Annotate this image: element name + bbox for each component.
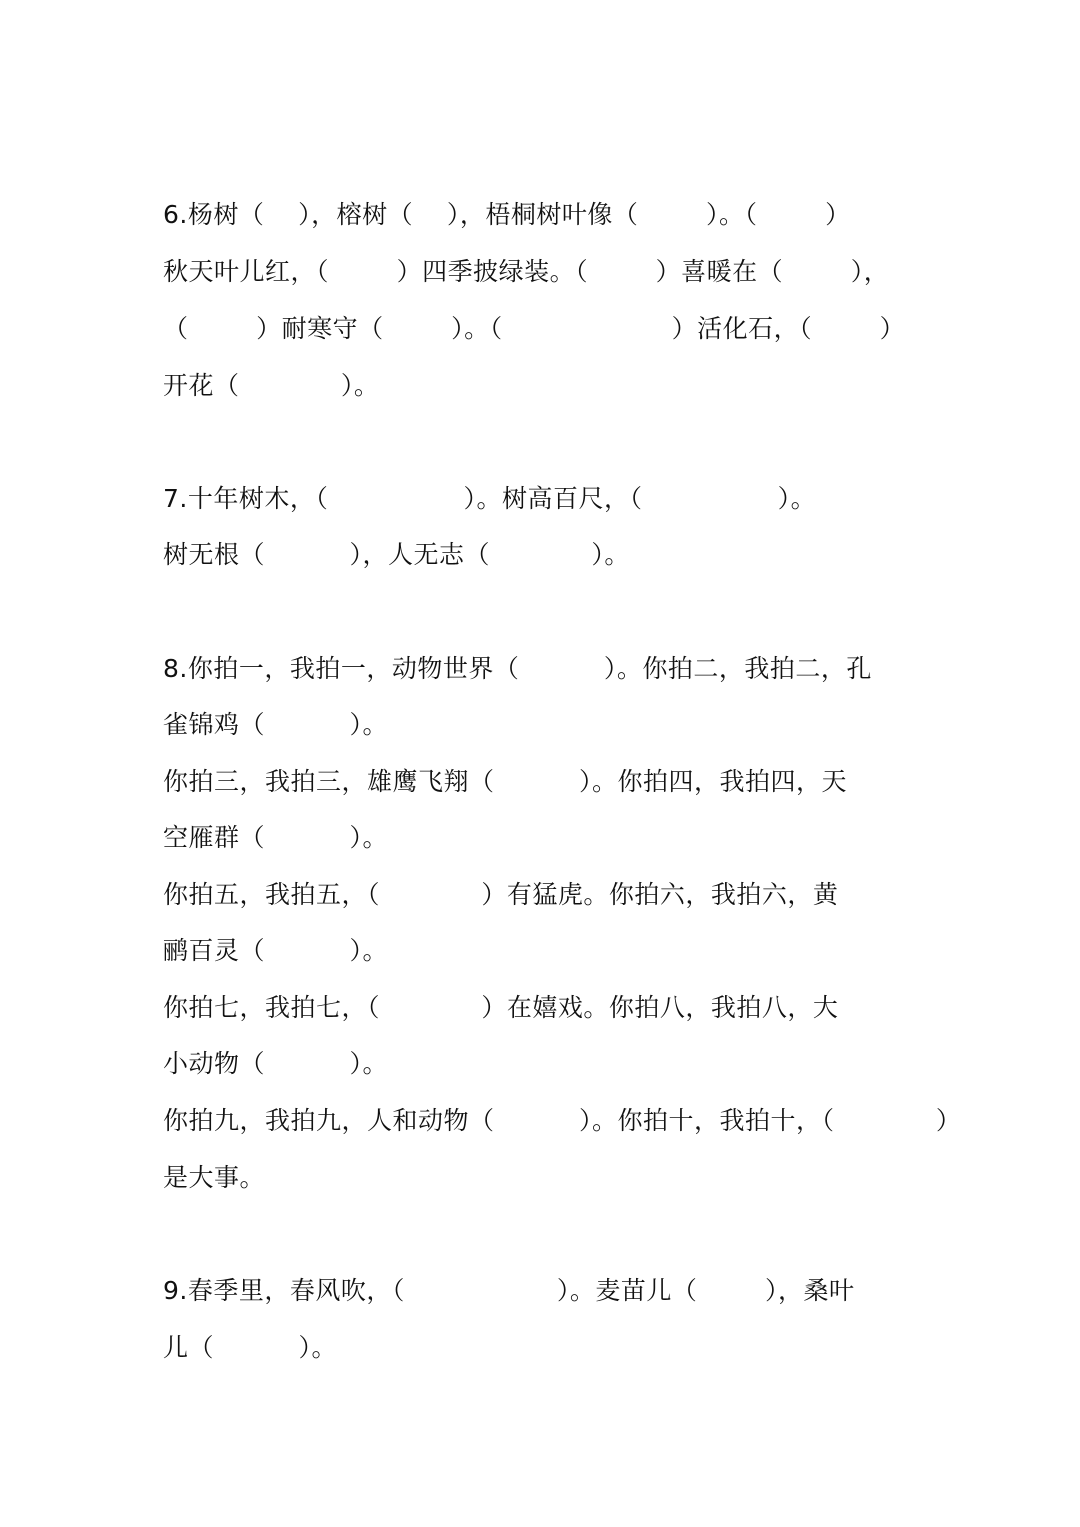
question-line: 6.杨树（ ），榕树（ ），梧桐树叶像（ ）。（ ）	[163, 200, 851, 229]
question-line: 是大事。	[163, 1163, 266, 1192]
question-line: 你拍七，我拍七，（ ）在嬉戏。你拍八，我拍八，大	[163, 993, 839, 1022]
question-line: 8.你拍一，我拍一，动物世界（ ）。你拍二，我拍二，孔	[163, 654, 872, 683]
question-line: 小动物（ ）。	[163, 1049, 388, 1078]
question-line: 开花（ ）。	[163, 371, 380, 400]
question-line: 你拍三，我拍三，雄鹰飞翔（ ）。你拍四，我拍四，天	[163, 767, 847, 796]
question-line: 鹂百灵（ ）。	[163, 936, 388, 965]
question-line: 9.春季里，春风吹，（ ）。麦苗儿（ ），桑叶	[163, 1276, 855, 1305]
question-line: 空雁群（ ）。	[163, 823, 388, 852]
question-line: （ ）耐寒守（ ）。（ ）活化石，（ ）	[163, 314, 906, 343]
question-line: 树无根（ ），人无志（ ）。	[163, 540, 630, 569]
question-line: 儿（ ）。	[163, 1333, 337, 1362]
question-line: 你拍五，我拍五，（ ）有猛虎。你拍六，我拍六，黄	[163, 880, 839, 909]
question-line: 雀锦鸡（ ）。	[163, 710, 388, 739]
question-line: 你拍九，我拍九，人和动物（ ）。你拍十，我拍十，（ ）	[163, 1106, 962, 1135]
question-line: 秋天叶儿红，（ ）四季披绿装。（ ）喜暖在（ ），	[163, 257, 890, 286]
question-line: 7.十年树木，（ ）。树高百尺，（ ）。	[163, 484, 817, 513]
